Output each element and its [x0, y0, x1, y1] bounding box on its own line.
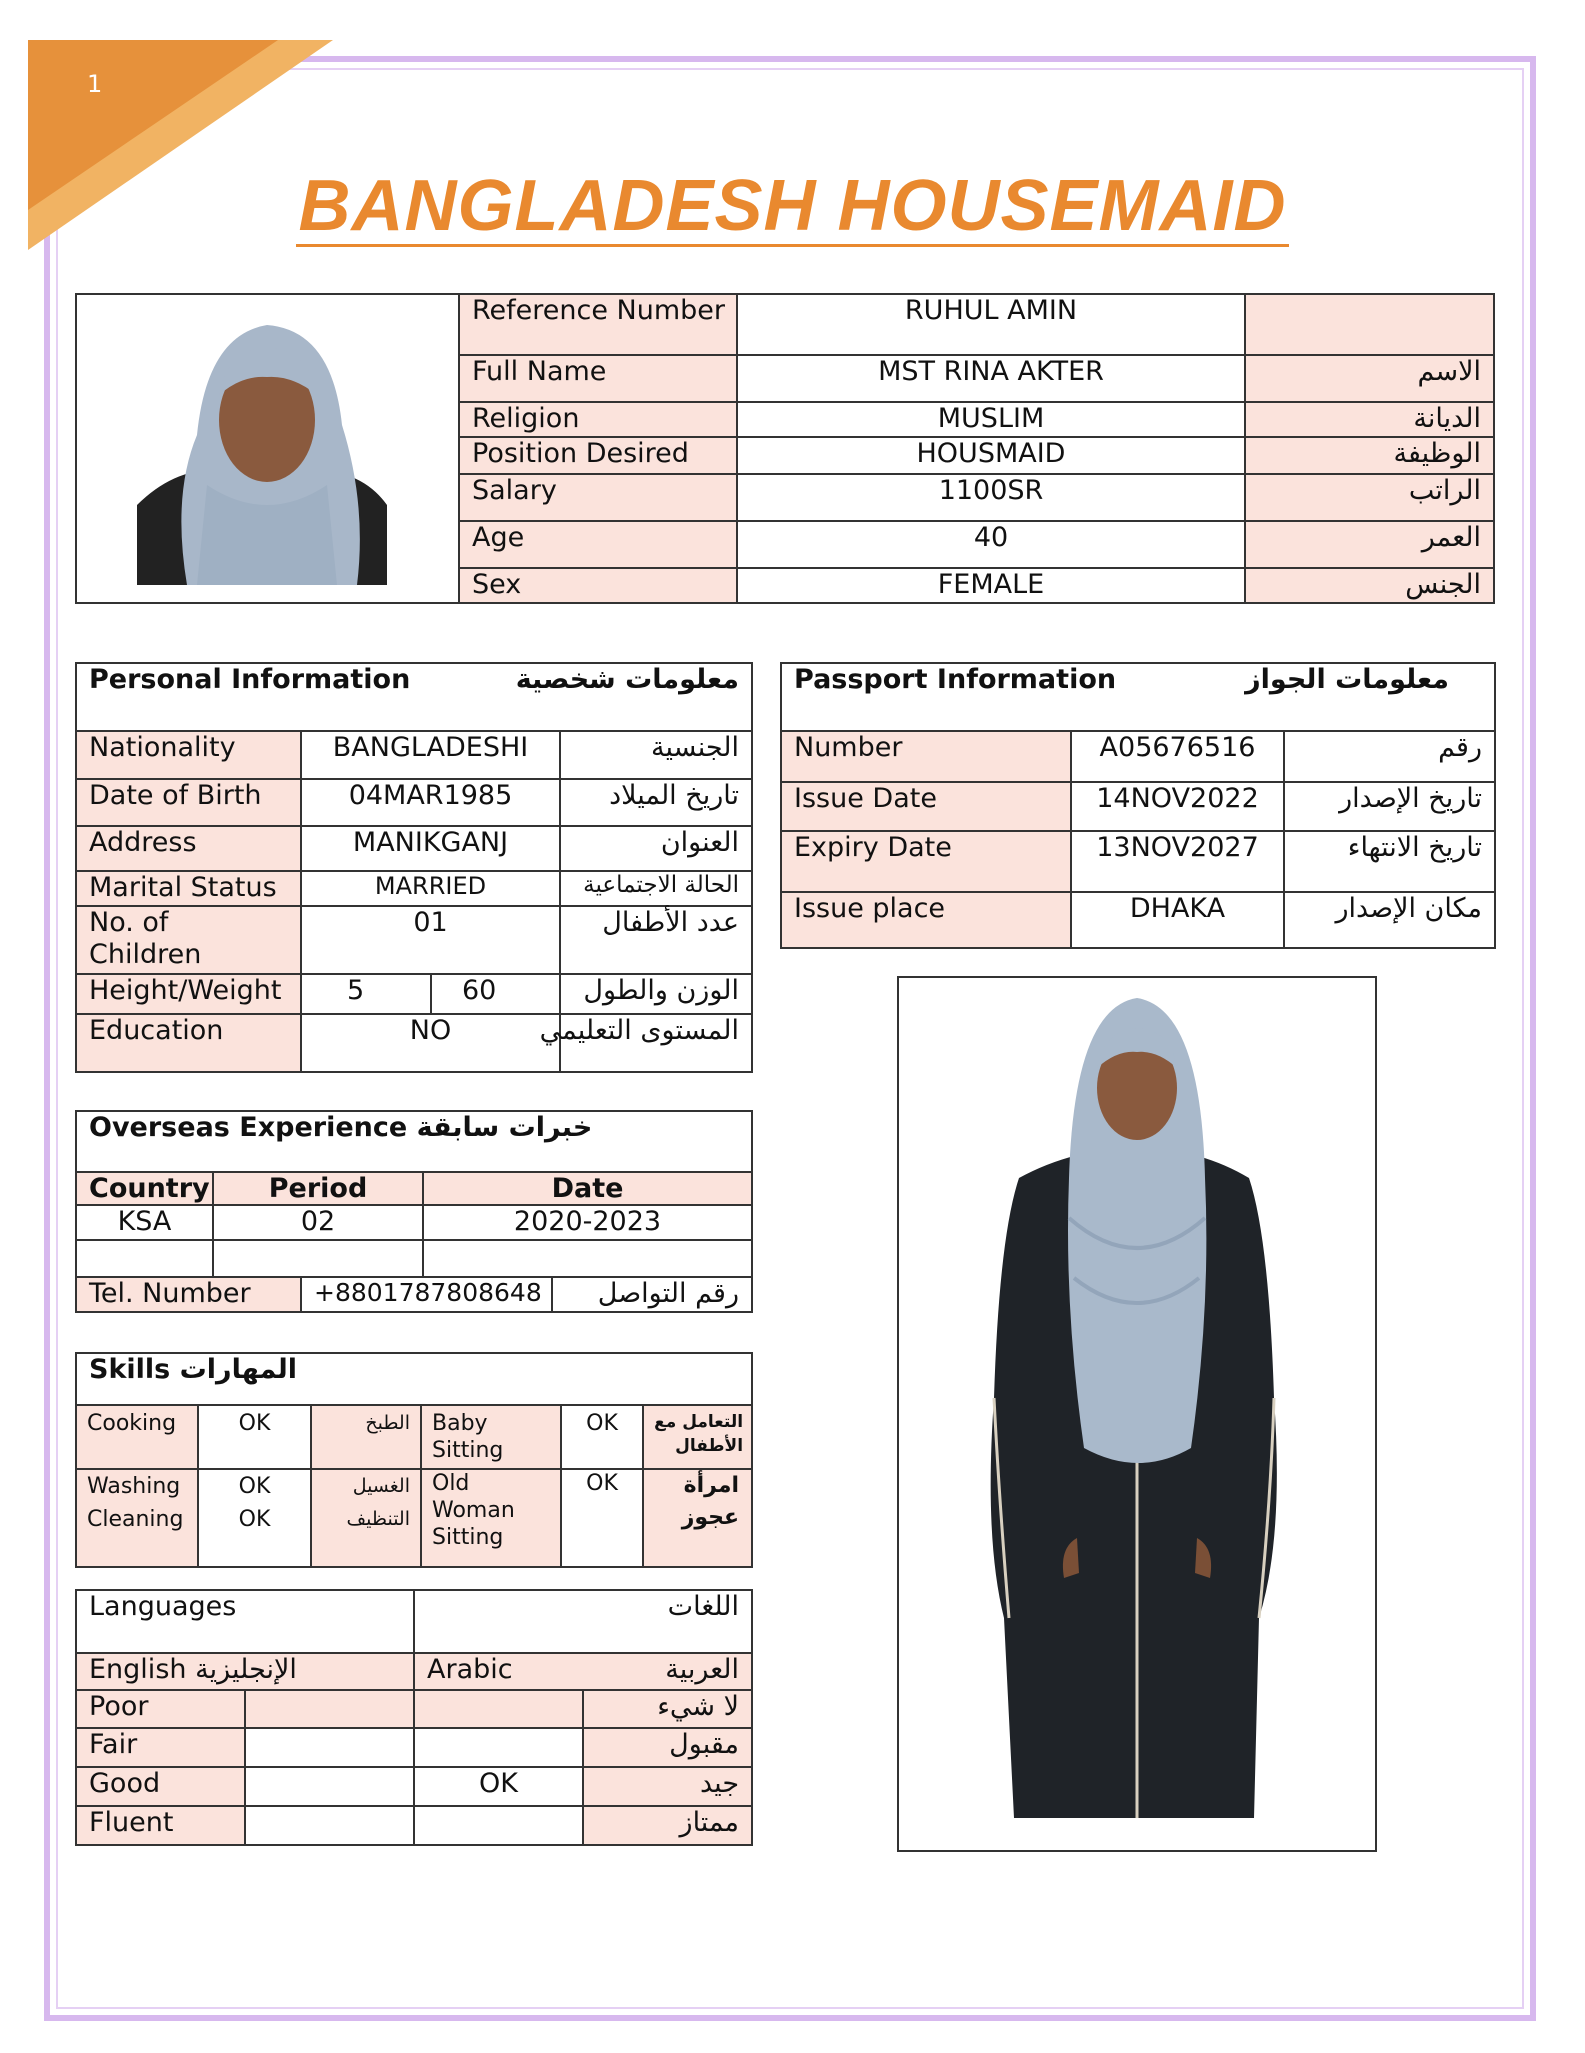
age-label: Age	[459, 521, 737, 568]
sex-label: Sex	[459, 568, 737, 603]
ref-number-value: RUHUL AMIN	[737, 294, 1245, 355]
children-arabic: عدد الأطفال	[560, 906, 752, 974]
skill-washing-cleaning-labels	[76, 1469, 198, 1567]
address-arabic: العنوان	[560, 826, 752, 871]
level-good-english	[245, 1767, 414, 1806]
level-fluent-arabic: ممتاز	[583, 1806, 752, 1845]
expiry-date-arabic: تاريخ الانتهاء	[1284, 831, 1495, 892]
level-poor-label: Poor	[76, 1690, 245, 1728]
height-weight-label: Height/Weight	[76, 974, 301, 1014]
nationality-label: Nationality	[76, 731, 301, 779]
address-value: MANIKGANJ	[301, 826, 560, 871]
column-date: Date	[423, 1172, 752, 1205]
english-label-arabic: الإنجليزية	[195, 1654, 297, 1685]
level-fluent-english	[245, 1806, 414, 1845]
children-label: No. of Children	[76, 906, 301, 974]
languages-table	[75, 1589, 753, 1846]
issue-place-value: DHAKA	[1071, 892, 1284, 948]
level-fair-arabic-value	[414, 1728, 583, 1767]
skill-cooking-value: OK	[198, 1405, 311, 1469]
arabic-label: Arabic	[414, 1653, 583, 1690]
sex-arabic: الجنس	[1245, 568, 1494, 603]
passport-info-table	[780, 662, 1496, 949]
document-title: BANGLADESH HOUSEMAID	[298, 166, 1287, 246]
level-fluent-arabic-value	[414, 1806, 583, 1845]
nationality-value: BANGLADESHI	[301, 731, 560, 779]
religion-value: MUSLIM	[737, 402, 1245, 437]
skill-cleaning-value: OK	[238, 1507, 271, 1532]
skill-cooking-arabic: الطبخ	[311, 1405, 421, 1469]
portrait-photo	[77, 295, 456, 595]
passport-number-arabic: رقم	[1284, 731, 1495, 782]
experience-table	[75, 1110, 753, 1313]
skill-washing-value: OK	[238, 1474, 271, 1499]
salary-label: Salary	[459, 474, 737, 521]
experience-country	[76, 1240, 213, 1277]
position-arabic: الوظيفة	[1245, 437, 1494, 473]
dob-value: 04MAR1985	[301, 779, 560, 826]
level-poor-english	[245, 1690, 414, 1728]
marital-value: MARRIED	[301, 871, 560, 906]
column-country: Country	[76, 1172, 213, 1205]
languages-heading-arabic: اللغات	[414, 1590, 752, 1653]
issue-date-arabic: تاريخ الإصدار	[1284, 782, 1495, 831]
skill-baby-value: OK	[561, 1405, 643, 1469]
experience-heading	[76, 1111, 752, 1172]
skills-heading-text: Skills	[89, 1354, 171, 1385]
address-label: Address	[76, 826, 301, 871]
arabic-label-arabic: العربية	[583, 1653, 752, 1690]
skills-heading	[76, 1353, 752, 1405]
skill-washing-cleaning-arabic	[311, 1469, 421, 1567]
skill-washing-cleaning-values	[198, 1469, 311, 1567]
skill-baby-label: Baby Sitting	[421, 1405, 561, 1469]
level-fair-arabic: مقبول	[583, 1728, 752, 1767]
experience-heading-arabic: خبرات سابقة	[416, 1112, 593, 1143]
level-fair-english	[245, 1728, 414, 1767]
experience-date: 2020-2023	[423, 1205, 752, 1240]
page-number: 1	[87, 70, 103, 98]
level-fluent-label: Fluent	[76, 1806, 245, 1845]
salary-arabic: الراتب	[1245, 474, 1494, 521]
weight-value: 60	[431, 974, 560, 1014]
level-good-arabic: جيد	[583, 1767, 752, 1806]
marital-label: Marital Status	[76, 871, 301, 906]
personal-info-table	[75, 662, 753, 1073]
sex-value: FEMALE	[737, 568, 1245, 603]
english-label: English	[89, 1654, 187, 1685]
skills-heading-arabic: المهارات	[179, 1354, 298, 1385]
age-arabic: العمر	[1245, 521, 1494, 568]
level-good-label: Good	[76, 1767, 245, 1806]
summary-table	[75, 293, 1495, 604]
portrait-photo-cell	[76, 294, 459, 603]
level-good-arabic-value: OK	[414, 1767, 583, 1806]
skill-old-woman-label: Old Woman Sitting	[421, 1469, 561, 1567]
education-arabic: المستوى التعليمي	[560, 1014, 752, 1072]
marital-arabic: الحالة الاجتماعية	[560, 871, 752, 906]
level-poor-arabic: لا شيء	[583, 1690, 752, 1728]
skills-table	[75, 1352, 753, 1568]
passport-heading-arabic: معلومات الجواز	[1284, 663, 1495, 731]
skill-cooking-label: Cooking	[76, 1405, 198, 1469]
level-poor-arabic-value	[414, 1690, 583, 1728]
experience-heading-text: Overseas Experience	[89, 1112, 408, 1143]
skill-washing-arabic: الغسيل	[352, 1475, 410, 1497]
age-value: 40	[737, 521, 1245, 568]
height-value: 5	[301, 974, 431, 1014]
personal-heading: Personal Information	[76, 663, 431, 731]
nationality-arabic: الجنسية	[560, 731, 752, 779]
experience-country: KSA	[76, 1205, 213, 1240]
issue-place-arabic: مكان الإصدار	[1284, 892, 1495, 948]
tel-arabic: رقم التواصل	[552, 1277, 752, 1312]
column-period: Period	[213, 1172, 423, 1205]
religion-arabic: الديانة	[1245, 402, 1494, 437]
issue-date-label: Issue Date	[781, 782, 1071, 831]
children-value: 01	[301, 906, 560, 974]
expiry-date-value: 13NOV2027	[1071, 831, 1284, 892]
skill-cleaning-label: Cleaning	[87, 1507, 184, 1532]
full-body-figure	[899, 978, 1375, 1850]
skill-cleaning-arabic: التنظيف	[346, 1508, 410, 1530]
salary-value: 1100SR	[737, 474, 1245, 521]
experience-date	[423, 1240, 752, 1277]
religion-label: Religion	[459, 402, 737, 437]
position-label: Position Desired	[459, 437, 737, 473]
passport-number-value: A05676516	[1071, 731, 1284, 782]
skill-old-woman-value: OK	[561, 1469, 643, 1567]
languages-heading: Languages	[76, 1590, 414, 1653]
skill-old-woman-arabic: امرأة عجوز	[643, 1469, 752, 1567]
passport-number-label: Number	[781, 731, 1071, 782]
issue-place-label: Issue place	[781, 892, 1071, 948]
experience-period	[213, 1240, 423, 1277]
full-name-arabic: الاسم	[1245, 355, 1494, 402]
full-body-photo	[897, 976, 1377, 1852]
full-name-value: MST RINA AKTER	[737, 355, 1245, 402]
height-weight-arabic: الوزن والطول	[560, 974, 752, 1014]
passport-heading: Passport Information	[781, 663, 1284, 731]
english-header	[76, 1653, 414, 1690]
dob-label: Date of Birth	[76, 779, 301, 826]
expiry-date-label: Expiry Date	[781, 831, 1071, 892]
dob-arabic: تاريخ الميلاد	[560, 779, 752, 826]
level-fair-label: Fair	[76, 1728, 245, 1767]
issue-date-value: 14NOV2022	[1071, 782, 1284, 831]
position-value: HOUSMAID	[737, 437, 1245, 473]
education-label: Education	[76, 1014, 301, 1072]
experience-period: 02	[213, 1205, 423, 1240]
tel-value: +8801787808648	[301, 1277, 552, 1312]
ref-number-label: Reference Number	[459, 294, 737, 355]
skill-baby-arabic: التعامل مع الأطفال	[643, 1405, 752, 1469]
personal-heading-arabic: معلومات شخصية	[431, 663, 752, 731]
skill-washing-label: Washing	[87, 1474, 181, 1499]
ref-number-arabic	[1245, 294, 1494, 355]
tel-label: Tel. Number	[76, 1277, 301, 1312]
education-value: NO	[301, 1014, 560, 1072]
full-name-label: Full Name	[459, 355, 737, 402]
